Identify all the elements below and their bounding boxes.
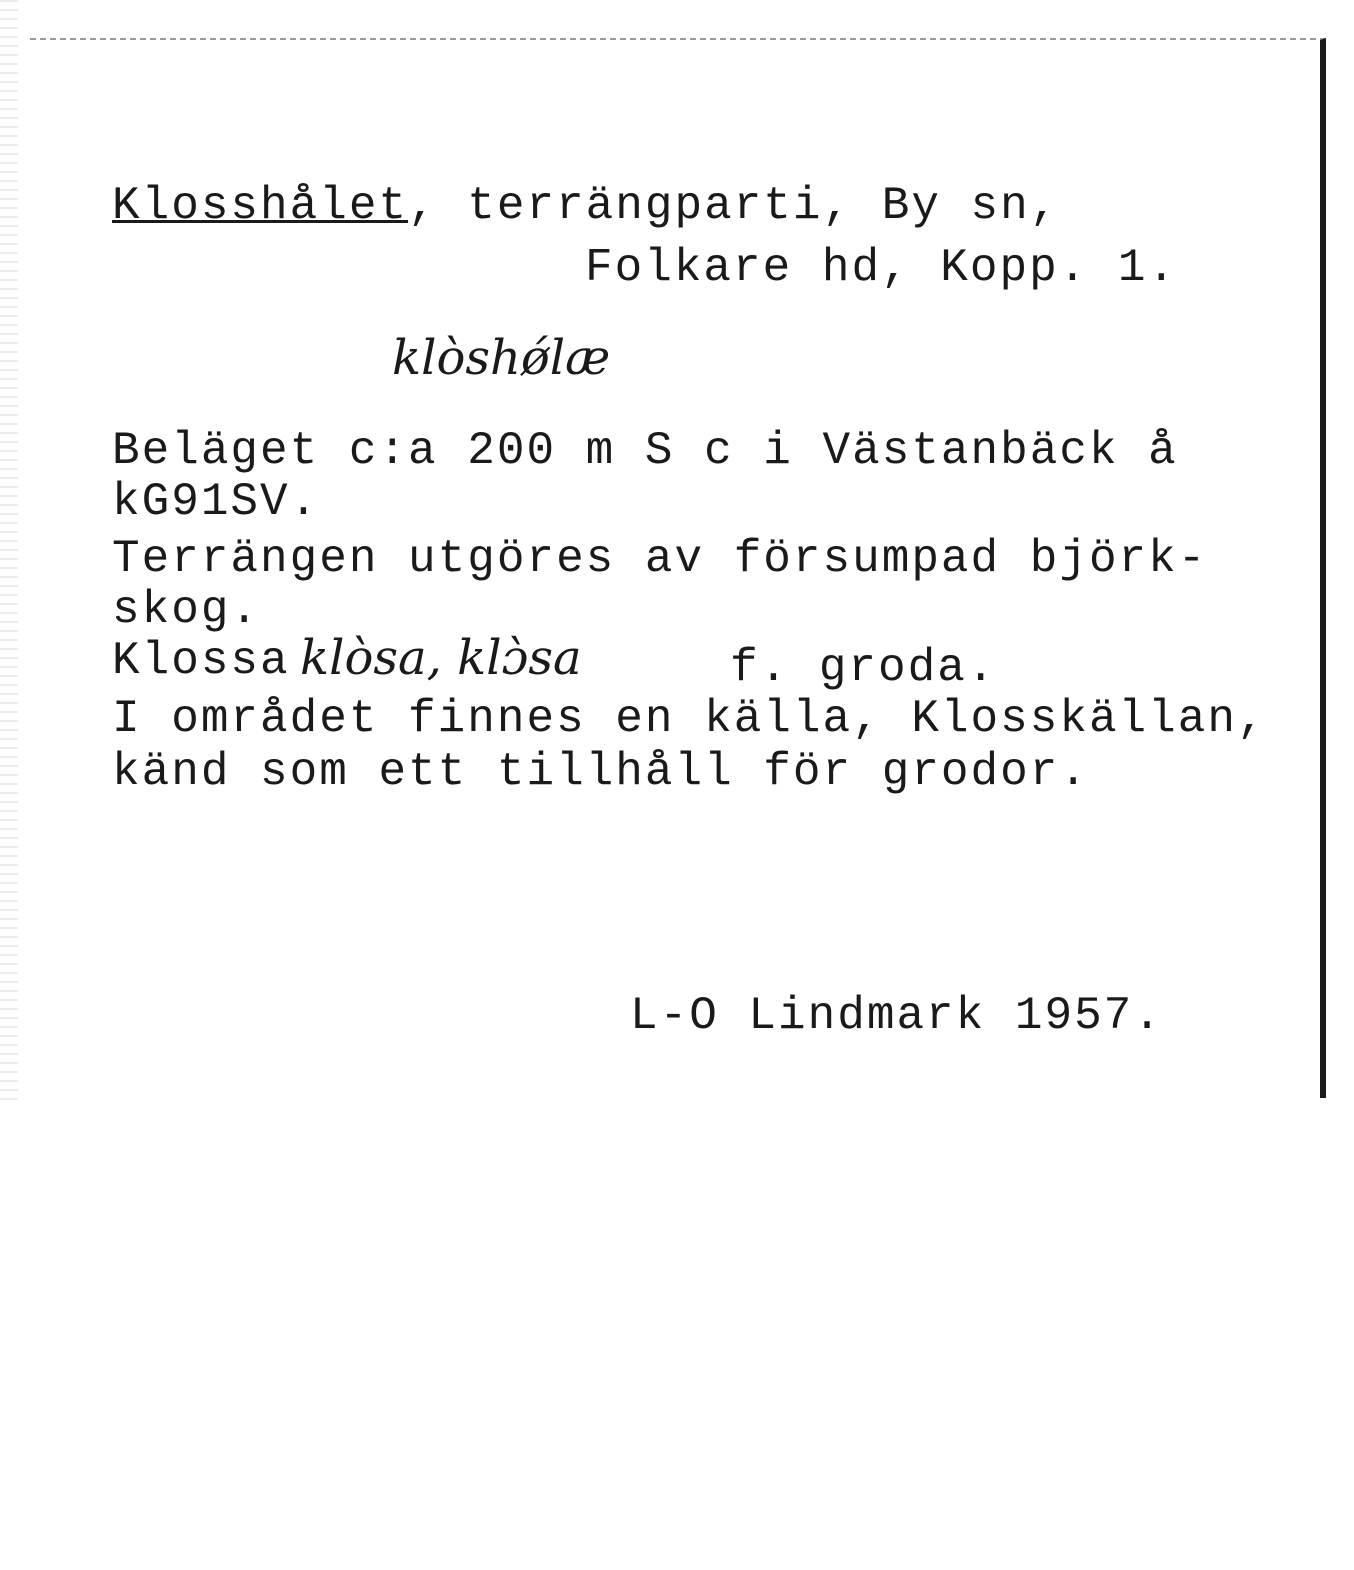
klossa-label: Klossa — [112, 635, 290, 687]
scan-edge — [0, 0, 18, 1100]
headword: Klosshålet — [112, 180, 409, 232]
klossa-phonetic: klòsa, klɔ̀sa — [300, 630, 582, 686]
body-line-4: skog. — [112, 584, 261, 636]
klossa-meaning: f. groda. — [730, 642, 997, 694]
header-rest: , terrängparti, By sn, — [408, 180, 1060, 232]
signature: L-O Lindmark 1957. — [630, 990, 1163, 1042]
body-line-2: kG91SV. — [112, 476, 320, 528]
body-line-1: Beläget c:a 200 m S c i Västanbäck å — [112, 425, 1178, 477]
body-line-5: I området finnes en källa, Klosskällan, — [112, 693, 1267, 745]
phonetic-transcription: klòshǿlæ — [392, 330, 611, 386]
body-line-3: Terrängen utgöres av försumpad björk- — [112, 533, 1208, 585]
header-line-2: Folkare hd, Kopp. 1. — [585, 242, 1178, 294]
card-header — [112, 180, 1059, 232]
body-line-6: känd som ett tillhåll för grodor. — [112, 746, 1089, 798]
